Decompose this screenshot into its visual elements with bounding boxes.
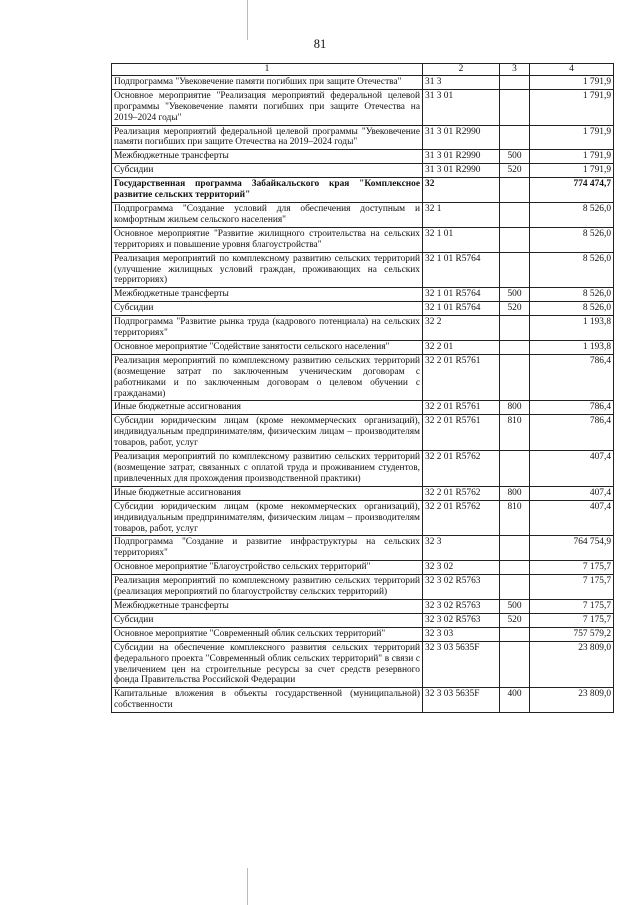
row-amount-cell: 23 809,0 bbox=[530, 641, 614, 688]
row-type-cell bbox=[500, 340, 530, 354]
row-amount-cell: 1 791,9 bbox=[530, 75, 614, 89]
row-type-cell bbox=[500, 89, 530, 125]
row-code-cell: 32 2 01 R5762 bbox=[423, 500, 500, 536]
row-amount-cell: 7 175,7 bbox=[530, 561, 614, 575]
row-type-cell bbox=[500, 641, 530, 688]
row-code-cell: 32 2 01 R5761 bbox=[423, 354, 500, 401]
row-amount-cell: 1 791,9 bbox=[530, 89, 614, 125]
row-type-cell bbox=[500, 561, 530, 575]
row-amount-cell: 1 791,9 bbox=[530, 164, 614, 178]
row-name-cell: Капитальные вложения в объекты государственной (муниципальной) собственности bbox=[112, 688, 423, 713]
row-code-cell: 32 3 03 5635F bbox=[423, 688, 500, 713]
table-row bbox=[112, 688, 614, 713]
row-type-cell: 500 bbox=[500, 150, 530, 164]
row-type-cell bbox=[500, 75, 530, 89]
column-header-name: 1 bbox=[112, 64, 423, 76]
row-type-cell bbox=[500, 227, 530, 252]
row-type-cell bbox=[500, 316, 530, 341]
table-row bbox=[112, 451, 614, 487]
row-type-cell bbox=[500, 178, 530, 203]
row-type-cell bbox=[500, 252, 530, 288]
row-type-cell bbox=[500, 202, 530, 227]
row-code-cell: 31 3 01 R2990 bbox=[423, 164, 500, 178]
row-code-cell: 32 2 01 R5762 bbox=[423, 486, 500, 500]
row-amount-cell: 8 526,0 bbox=[530, 252, 614, 288]
row-name-cell: Реализация мероприятий федеральной целевой программы "Увековечение памяти погибших при защите Отечества на 2019–2024 годы" bbox=[112, 125, 423, 150]
row-code-cell: 32 2 01 R5761 bbox=[423, 401, 500, 415]
row-name-cell: Субсидии bbox=[112, 302, 423, 316]
table-row bbox=[112, 288, 614, 302]
table-row bbox=[112, 415, 614, 451]
row-name-cell: Основное мероприятие "Реализация мероприятий федеральной целевой программы "Увековечение памяти погибших при защите Отечества на 2019–2024 годы" bbox=[112, 89, 423, 125]
row-code-cell: 32 1 01 R5764 bbox=[423, 288, 500, 302]
table-row bbox=[112, 354, 614, 401]
row-name-cell: Реализация мероприятий по комплексному развитию сельских территорий (возмещение затрат по заключенным ученическим договорам с работниками и по заключенным договорам о целевом обучении с гражданами) bbox=[112, 354, 423, 401]
table-row bbox=[112, 89, 614, 125]
row-amount-cell: 1 791,9 bbox=[530, 125, 614, 150]
row-amount-cell: 8 526,0 bbox=[530, 288, 614, 302]
table-row bbox=[112, 641, 614, 688]
column-header-code: 2 bbox=[423, 64, 500, 76]
table-row bbox=[112, 202, 614, 227]
table-row bbox=[112, 613, 614, 627]
scan-artifact-line bbox=[247, 868, 248, 905]
table-row bbox=[112, 150, 614, 164]
row-name-cell: Подпрограмма "Создание и развитие инфраструктуры на сельских территориях" bbox=[112, 536, 423, 561]
row-code-cell: 32 3 02 R5763 bbox=[423, 599, 500, 613]
row-code-cell: 32 2 bbox=[423, 316, 500, 341]
row-type-cell bbox=[500, 575, 530, 600]
row-code-cell: 31 3 01 R2990 bbox=[423, 125, 500, 150]
row-type-cell bbox=[500, 125, 530, 150]
row-name-cell: Государственная программа Забайкальского края "Комплексное развитие сельских территорий" bbox=[112, 178, 423, 203]
row-type-cell bbox=[500, 354, 530, 401]
table-row bbox=[112, 401, 614, 415]
row-name-cell: Подпрограмма "Создание условий для обеспечения доступным и комфортным жильем сельского населения" bbox=[112, 202, 423, 227]
row-amount-cell: 1 193,8 bbox=[530, 316, 614, 341]
row-amount-cell: 8 526,0 bbox=[530, 302, 614, 316]
row-code-cell: 32 3 03 5635F bbox=[423, 641, 500, 688]
row-code-cell: 32 3 02 R5763 bbox=[423, 613, 500, 627]
row-type-cell: 810 bbox=[500, 500, 530, 536]
row-code-cell: 32 2 01 R5761 bbox=[423, 415, 500, 451]
row-code-cell: 32 1 01 R5764 bbox=[423, 302, 500, 316]
table-row bbox=[112, 164, 614, 178]
row-name-cell: Межбюджетные трансферты bbox=[112, 150, 423, 164]
row-name-cell: Основное мероприятие "Благоустройство сельских территорий" bbox=[112, 561, 423, 575]
row-name-cell: Основное мероприятие "Развитие жилищного строительства на сельских территориях и повышение уровня благоустройства" bbox=[112, 227, 423, 252]
table-row bbox=[112, 536, 614, 561]
row-amount-cell: 1 193,8 bbox=[530, 340, 614, 354]
row-name-cell: Подпрограмма "Увековечение памяти погибших при защите Отечества" bbox=[112, 75, 423, 89]
row-name-cell: Межбюджетные трансферты bbox=[112, 599, 423, 613]
row-amount-cell: 757 579,2 bbox=[530, 627, 614, 641]
row-name-cell: Межбюджетные трансферты bbox=[112, 288, 423, 302]
row-type-cell: 400 bbox=[500, 688, 530, 713]
row-code-cell: 32 bbox=[423, 178, 500, 203]
row-code-cell: 32 3 03 bbox=[423, 627, 500, 641]
row-code-cell: 32 2 01 bbox=[423, 340, 500, 354]
row-amount-cell: 764 754,9 bbox=[530, 536, 614, 561]
row-code-cell: 31 3 01 bbox=[423, 89, 500, 125]
row-type-cell: 800 bbox=[500, 486, 530, 500]
table-row bbox=[112, 75, 614, 89]
row-amount-cell: 7 175,7 bbox=[530, 575, 614, 600]
row-name-cell: Субсидии юридическим лицам (кроме некоммерческих организаций), индивидуальным предпринимателям, физическим лицам – производителям товаров, работ, услуг bbox=[112, 415, 423, 451]
row-type-cell: 520 bbox=[500, 302, 530, 316]
table-row bbox=[112, 627, 614, 641]
table-row bbox=[112, 227, 614, 252]
row-type-cell: 800 bbox=[500, 401, 530, 415]
row-name-cell: Иные бюджетные ассигнования bbox=[112, 401, 423, 415]
row-code-cell: 31 3 01 R2990 bbox=[423, 150, 500, 164]
row-amount-cell: 407,4 bbox=[530, 486, 614, 500]
row-amount-cell: 1 791,9 bbox=[530, 150, 614, 164]
row-name-cell: Реализация мероприятий по комплексному развитию сельских территорий (реализация мероприятий по благоустройству сельских территорий) bbox=[112, 575, 423, 600]
row-code-cell: 32 3 02 bbox=[423, 561, 500, 575]
table-row bbox=[112, 178, 614, 203]
row-type-cell bbox=[500, 627, 530, 641]
row-name-cell: Субсидии на обеспечение комплексного развития сельских территорий федерального проекта "Современный облик сельских территорий" в связи с увеличением цен на строительные ресурсы за счет средств резервного фонда Правительства Российской Федерации bbox=[112, 641, 423, 688]
row-amount-cell: 8 526,0 bbox=[530, 202, 614, 227]
row-amount-cell: 7 175,7 bbox=[530, 599, 614, 613]
table-row bbox=[112, 500, 614, 536]
row-code-cell: 32 2 01 R5762 bbox=[423, 451, 500, 487]
row-type-cell: 810 bbox=[500, 415, 530, 451]
row-type-cell bbox=[500, 536, 530, 561]
row-type-cell: 520 bbox=[500, 164, 530, 178]
row-code-cell: 32 1 01 bbox=[423, 227, 500, 252]
table-row bbox=[112, 340, 614, 354]
row-amount-cell: 786,4 bbox=[530, 415, 614, 451]
row-name-cell: Иные бюджетные ассигнования bbox=[112, 486, 423, 500]
column-header-type: 3 bbox=[500, 64, 530, 76]
row-amount-cell: 786,4 bbox=[530, 401, 614, 415]
row-name-cell: Реализация мероприятий по комплексному развитию сельских территорий (улучшение жилищных условий граждан, проживающих на сельских территориях) bbox=[112, 252, 423, 288]
row-code-cell: 32 3 02 R5763 bbox=[423, 575, 500, 600]
row-code-cell: 31 3 bbox=[423, 75, 500, 89]
table-header-row bbox=[112, 64, 614, 76]
row-code-cell: 32 1 bbox=[423, 202, 500, 227]
table-row bbox=[112, 302, 614, 316]
row-amount-cell: 407,4 bbox=[530, 451, 614, 487]
page-number: 81 bbox=[313, 37, 327, 51]
row-name-cell: Реализация мероприятий по комплексному развитию сельских территорий (возмещение затрат, связанных с оплатой труда и проживанием студентов, привлеченных для прохождения производственной практики) bbox=[112, 451, 423, 487]
row-type-cell bbox=[500, 451, 530, 487]
row-type-cell: 500 bbox=[500, 599, 530, 613]
row-code-cell: 32 1 01 R5764 bbox=[423, 252, 500, 288]
table-row bbox=[112, 125, 614, 150]
column-header-amount: 4 bbox=[530, 64, 614, 76]
budget-table bbox=[111, 63, 614, 713]
row-amount-cell: 23 809,0 bbox=[530, 688, 614, 713]
scan-artifact-line bbox=[247, 0, 248, 40]
row-type-cell: 500 bbox=[500, 288, 530, 302]
row-name-cell: Субсидии bbox=[112, 164, 423, 178]
row-amount-cell: 407,4 bbox=[530, 500, 614, 536]
row-name-cell: Субсидии юридическим лицам (кроме некоммерческих организаций), индивидуальным предпринимателям, физическим лицам – производителям товаров, работ, услуг bbox=[112, 500, 423, 536]
table-row bbox=[112, 486, 614, 500]
row-amount-cell: 786,4 bbox=[530, 354, 614, 401]
table-row bbox=[112, 599, 614, 613]
row-name-cell: Основное мероприятие "Содействие занятости сельского населения" bbox=[112, 340, 423, 354]
row-amount-cell: 8 526,0 bbox=[530, 227, 614, 252]
row-code-cell: 32 3 bbox=[423, 536, 500, 561]
table-row bbox=[112, 316, 614, 341]
table-row bbox=[112, 252, 614, 288]
row-name-cell: Основное мероприятие "Современный облик сельских территорий" bbox=[112, 627, 423, 641]
row-name-cell: Подпрограмма "Развитие рынка труда (кадрового потенциала) на сельских территориях" bbox=[112, 316, 423, 341]
row-amount-cell: 774 474,7 bbox=[530, 178, 614, 203]
row-name-cell: Субсидии bbox=[112, 613, 423, 627]
row-type-cell: 520 bbox=[500, 613, 530, 627]
table-row bbox=[112, 575, 614, 600]
table-body bbox=[112, 64, 614, 713]
table-row bbox=[112, 561, 614, 575]
row-amount-cell: 7 175,7 bbox=[530, 613, 614, 627]
